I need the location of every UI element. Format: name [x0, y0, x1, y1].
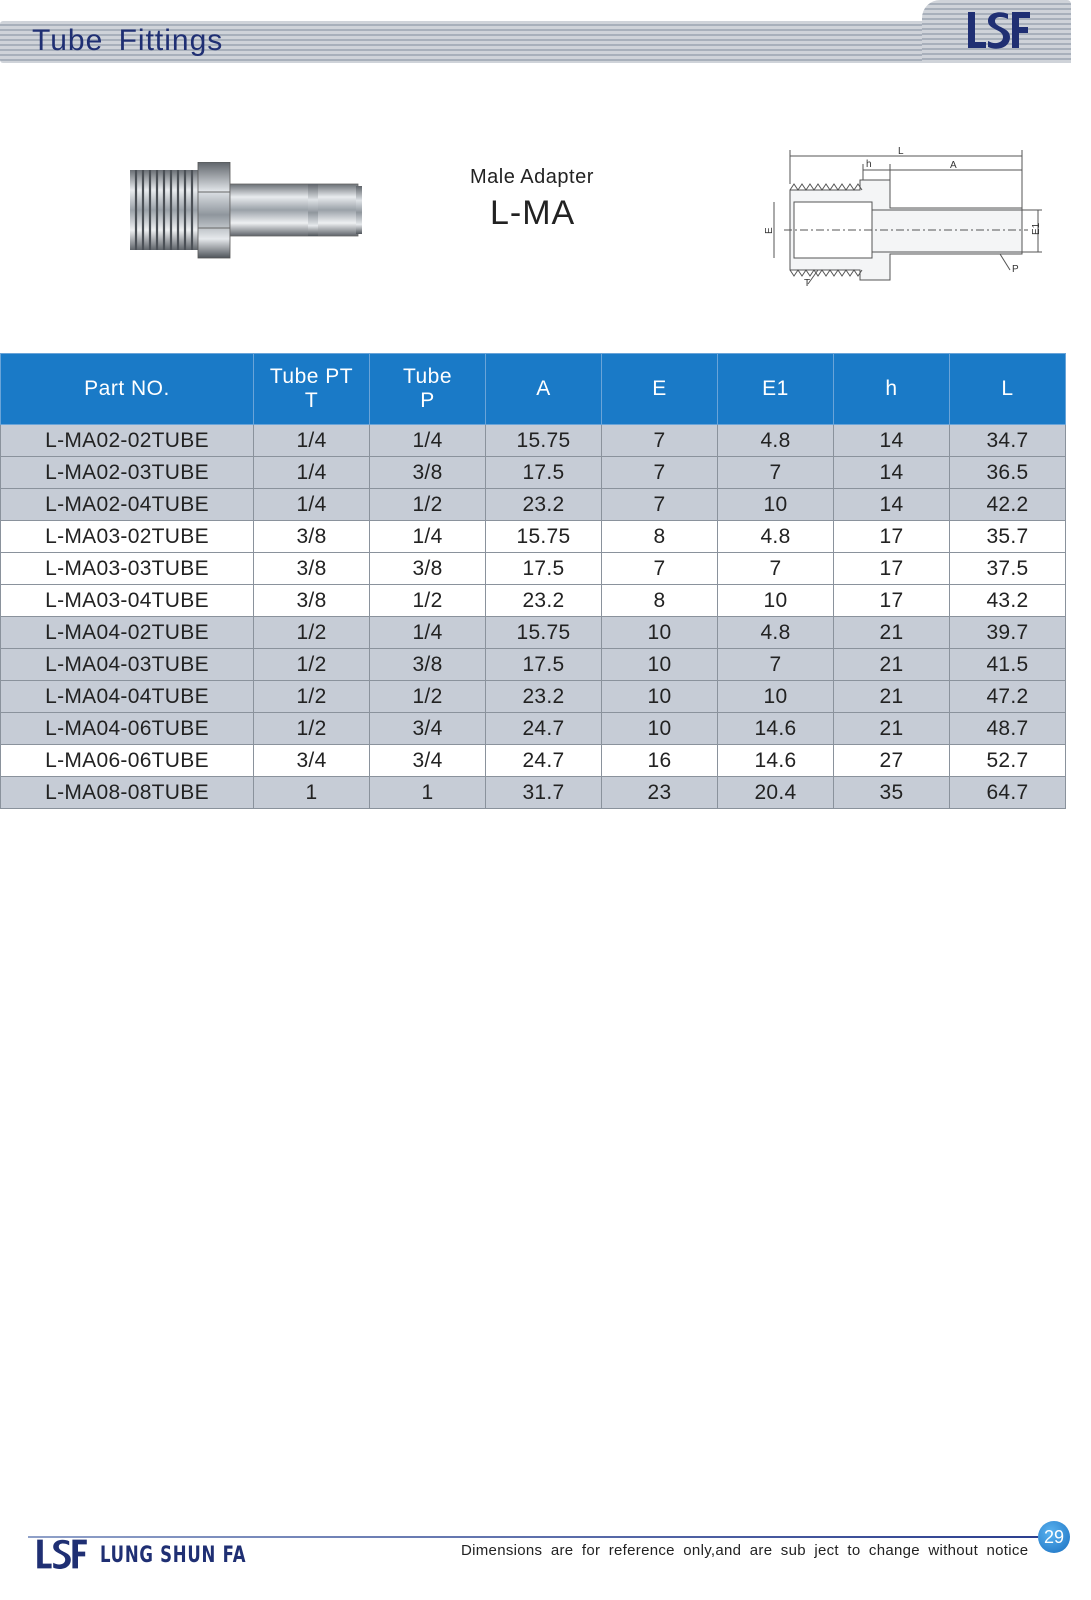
table-cell: 31.7 — [486, 777, 602, 809]
brand-logo — [966, 10, 1032, 50]
table-cell: 10 — [602, 713, 718, 745]
table-cell: 17 — [834, 521, 950, 553]
part-number-cell: L-MA02-03TUBE — [1, 457, 254, 489]
column-header-h: h — [834, 354, 950, 425]
table-cell: 24.7 — [486, 745, 602, 777]
table-row — [1, 681, 1066, 713]
svg-text:A: A — [950, 160, 957, 171]
table-cell: 1 — [370, 777, 486, 809]
table-cell: 21 — [834, 617, 950, 649]
table-cell: 64.7 — [950, 777, 1066, 809]
table-header-row — [1, 354, 1066, 425]
table-cell: 7 — [718, 649, 834, 681]
part-number-cell: L-MA03-04TUBE — [1, 585, 254, 617]
table-cell: 16 — [602, 745, 718, 777]
table-cell: 17.5 — [486, 457, 602, 489]
column-header-a: A — [486, 354, 602, 425]
table-cell: 3/8 — [254, 553, 370, 585]
table-row — [1, 457, 1066, 489]
table-cell: 35.7 — [950, 521, 1066, 553]
svg-text:E: E — [764, 227, 775, 234]
table-cell: 42.2 — [950, 489, 1066, 521]
part-number-cell: L-MA04-02TUBE — [1, 617, 254, 649]
table-row — [1, 745, 1066, 777]
table-cell: 7 — [718, 553, 834, 585]
table-cell: 39.7 — [950, 617, 1066, 649]
table-cell: 14.6 — [718, 745, 834, 777]
part-number-cell: L-MA04-04TUBE — [1, 681, 254, 713]
table-cell: 48.7 — [950, 713, 1066, 745]
table-cell: 3/4 — [370, 745, 486, 777]
table-cell: 4.8 — [718, 617, 834, 649]
column-header-l: L — [950, 354, 1066, 425]
svg-text:L: L — [898, 146, 904, 157]
table-cell: 1/2 — [254, 649, 370, 681]
table-cell: 52.7 — [950, 745, 1066, 777]
table-cell: 3/8 — [254, 585, 370, 617]
table-row — [1, 585, 1066, 617]
table-cell: 47.2 — [950, 681, 1066, 713]
table-row — [1, 777, 1066, 809]
table-cell: 21 — [834, 713, 950, 745]
table-row — [1, 713, 1066, 745]
table-cell: 1/4 — [370, 617, 486, 649]
table-cell: 27 — [834, 745, 950, 777]
table-cell: 17.5 — [486, 649, 602, 681]
footer-company-name: LUNG SHUN FA — [100, 1543, 247, 1568]
table-cell: 21 — [834, 649, 950, 681]
product-subtitle: Male Adapter — [470, 166, 594, 188]
table-cell: 3/4 — [370, 713, 486, 745]
table-cell: 17 — [834, 585, 950, 617]
table-cell: 14 — [834, 457, 950, 489]
part-number-cell: L-MA04-06TUBE — [1, 713, 254, 745]
table-cell: 14.6 — [718, 713, 834, 745]
table-cell: 37.5 — [950, 553, 1066, 585]
table-cell: 23 — [602, 777, 718, 809]
table-cell: 10 — [718, 585, 834, 617]
footer-logo — [30, 1538, 94, 1570]
part-number-cell: L-MA02-02TUBE — [1, 425, 254, 457]
table-cell: 1/4 — [370, 425, 486, 457]
table-cell: 1/4 — [370, 521, 486, 553]
table-cell: 3/8 — [370, 649, 486, 681]
part-number-cell: L-MA02-04TUBE — [1, 489, 254, 521]
table-row — [1, 553, 1066, 585]
table-cell: 8 — [602, 585, 718, 617]
svg-text:T: T — [804, 278, 811, 289]
table-cell: 14 — [834, 489, 950, 521]
table-cell: 10 — [718, 681, 834, 713]
table-row — [1, 521, 1066, 553]
table-cell: 7 — [602, 457, 718, 489]
table-cell: 1/4 — [254, 489, 370, 521]
table-row — [1, 617, 1066, 649]
table-cell: 1/2 — [254, 617, 370, 649]
table-row — [1, 649, 1066, 681]
page-title: Tube Fittings — [32, 24, 224, 57]
part-number-cell: L-MA06-06TUBE — [1, 745, 254, 777]
table-cell: 14 — [834, 425, 950, 457]
table-cell: 1/4 — [254, 457, 370, 489]
part-number-cell: L-MA03-02TUBE — [1, 521, 254, 553]
table-cell: 15.75 — [486, 617, 602, 649]
column-header-e1: E1 — [718, 354, 834, 425]
table-cell: 8 — [602, 521, 718, 553]
table-cell: 17 — [834, 553, 950, 585]
table-cell: 1/4 — [254, 425, 370, 457]
product-code: L-MA — [490, 194, 576, 232]
table-cell: 1/2 — [254, 713, 370, 745]
table-cell: 23.2 — [486, 681, 602, 713]
table-row — [1, 425, 1066, 457]
table-cell: 10 — [718, 489, 834, 521]
table-cell: 3/8 — [254, 521, 370, 553]
table-cell: 1/2 — [370, 585, 486, 617]
table-cell: 1/2 — [370, 489, 486, 521]
table-cell: 4.8 — [718, 521, 834, 553]
table-cell: 1/2 — [370, 681, 486, 713]
table-cell: 35 — [834, 777, 950, 809]
table-cell: 3/8 — [370, 457, 486, 489]
table-cell: 24.7 — [486, 713, 602, 745]
table-cell: 4.8 — [718, 425, 834, 457]
table-cell: 41.5 — [950, 649, 1066, 681]
brand-logo-tab — [922, 0, 1071, 63]
table-cell: 10 — [602, 649, 718, 681]
product-photo — [128, 162, 368, 262]
table-cell: 34.7 — [950, 425, 1066, 457]
table-cell: 10 — [602, 681, 718, 713]
table-cell: 3/8 — [370, 553, 486, 585]
footer-divider — [28, 1536, 1038, 1538]
table-cell: 3/4 — [254, 745, 370, 777]
table-cell: 43.2 — [950, 585, 1066, 617]
svg-text:P: P — [1012, 264, 1019, 275]
table-cell: 15.75 — [486, 425, 602, 457]
table-cell: 10 — [602, 617, 718, 649]
part-number-cell: L-MA04-03TUBE — [1, 649, 254, 681]
column-header-e: E — [602, 354, 718, 425]
table-cell: 23.2 — [486, 489, 602, 521]
table-cell: 7 — [602, 425, 718, 457]
part-number-cell: L-MA03-03TUBE — [1, 553, 254, 585]
footer-disclaimer: Dimensions are for reference only,and are sub ject to change without notice — [461, 1542, 1029, 1559]
svg-text:E1: E1 — [1031, 222, 1042, 235]
table-cell: 7 — [602, 489, 718, 521]
spec-table — [0, 353, 1066, 809]
table-row — [1, 489, 1066, 521]
table-cell: 21 — [834, 681, 950, 713]
table-cell: 20.4 — [718, 777, 834, 809]
table-cell: 1/2 — [254, 681, 370, 713]
table-cell: 7 — [718, 457, 834, 489]
column-header-tube-pt: Tube PT T — [254, 354, 370, 425]
table-cell: 36.5 — [950, 457, 1066, 489]
part-number-cell: L-MA08-08TUBE — [1, 777, 254, 809]
table-cell: 1 — [254, 777, 370, 809]
column-header-tube: Tube P — [370, 354, 486, 425]
page-number-badge: 29 — [1038, 1521, 1070, 1553]
technical-drawing — [760, 144, 1050, 294]
table-body — [1, 425, 1066, 809]
table-cell: 15.75 — [486, 521, 602, 553]
table-cell: 17.5 — [486, 553, 602, 585]
column-header-part-no: Part NO. — [1, 354, 254, 425]
table-cell: 7 — [602, 553, 718, 585]
svg-text:h: h — [866, 159, 872, 170]
table-cell: 23.2 — [486, 585, 602, 617]
